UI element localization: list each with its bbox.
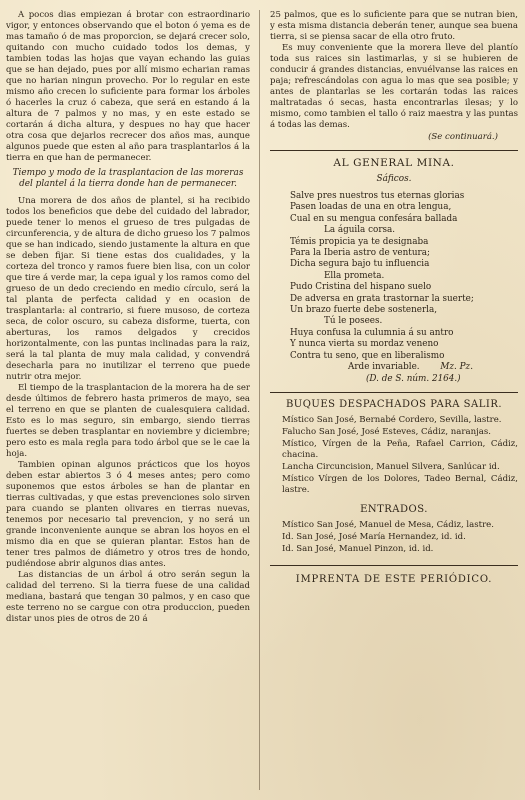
- buques-list: [270, 415, 518, 496]
- poem-line: Contra tu seno, que en liberalismo: [290, 350, 445, 361]
- imprint-footer: IMPRENTA DE ESTE PERIÓDICO.: [295, 573, 493, 585]
- list-item: Id. San José, Manuel Pinzon, id. id.: [282, 543, 434, 554]
- left-paragraph-3: El tiempo de la trasplantacion de la morera ha de ser desde últimos de febrero hasta primeros de mayo, sea el terreno en que se planten de cualesquiera calidad. Esto es lo mas seguro, sin embargo, siendo tierras fuertes se deben trasplantar en noviembre y diciembre; pero esto es mala regla para todo árbol que se le cae la hoja.: [6, 383, 250, 459]
- poem-subtitle: Sáficos.: [376, 174, 412, 184]
- list-item: Místico Vírgen de los Dolores, Tadeo Bernal, Cádiz, lastre.: [282, 473, 518, 495]
- poem-line: Tú le posees.: [324, 316, 383, 327]
- poem: [290, 191, 518, 385]
- entrados-list: [270, 520, 518, 555]
- right-paragraph-1: 25 palmos, que es lo suficiente para que se nutran bien, y esta misma distancia deberán tener, aunque sea buena tierra, si se piensa sacar de ella otro fruto.: [270, 10, 518, 42]
- list-item: Místico, Vírgen de la Peña, Rafael Carrion, Cádiz, chacina.: [282, 438, 518, 460]
- list-item: Místico San José, Bernabé Cordero, Sevilla, lastre.: [282, 414, 502, 425]
- entrados-title: ENTRADOS.: [360, 503, 428, 515]
- poem-reference: (D. de S. núm. 2164.): [366, 373, 461, 384]
- left-column: [6, 10, 250, 792]
- poem-line: De adversa en grata trastornar la suerte;: [290, 293, 474, 304]
- right-column: [270, 10, 518, 792]
- poem-line: Témis propicia ya te designaba: [290, 236, 429, 247]
- buques-title: BUQUES DESPACHADOS PARA SALIR.: [285, 398, 503, 410]
- section-divider: [270, 150, 518, 151]
- poem-line: Y nunca vierta su mordaz veneno: [290, 339, 439, 350]
- left-paragraph-5: Las distancias de un árbol á otro serán segun la calidad del terreno. Si la tierra fuese de una calidad mediana, bastará que tengan 30 palmos, y en caso que este terreno no se cargue con otra produccion, pueden distar unos pies de otros de 20 á: [6, 570, 250, 624]
- poem-line: Arde invariable.: [348, 362, 420, 373]
- poem-line: Huya confusa la culumnia á su antro: [290, 327, 454, 338]
- poem-line: Cual en su mengua confesára ballada: [290, 213, 458, 224]
- left-paragraph-2: Una morera de dos años de plantel, si ha recibido todos los beneficios que debe del cuidado del labrador, puede tener lo menos el grueso de tres pulgadas de circunferencia, y de altura de dicho grueso los 7 palmos que se han indicado, siendo justamente la altura en que se deben fijar. Si tiene estas dos cualidades, y la corteza del tronco y ramos fuere bien lisa, con un color que tire á verde mar, la cepa igual y los ramos como del grueso de un dedo creciendo en medio círculo, será la tal planta de perfecta calidad y en ocasion de trasplantarla: al contrario, si fuere musoso, de corteza seca, de color oscuro, su cabeza disforme, tuerta, con aberturas, los ramos delgados y crecidos horizontalmente, con las puntas inclinadas para la raiz, será la tal planta de muy mala calidad, y convendrá desecharla para no inutilizar el terreno que puede nutrir otra mejor.: [6, 196, 250, 382]
- column-divider: [259, 10, 260, 790]
- poem-line-with-signature: [290, 362, 518, 373]
- poem-signature: Mz. Pz.: [440, 362, 473, 373]
- list-item: Místico San José, Manuel de Mesa, Cádiz, lastre.: [282, 519, 494, 530]
- left-paragraph-1: Á pocos dias empiezan á brotar con estraordinario vigor, y entonces observando que el boton ó yema es de mas tamaño ó de mas proporcion, se dejará crecer solo, quitando con mucho cuidado todos los demas, y tambien todas las hojas que vayan echando las guias que se han dejado, pues por allí mismo echarian ramas que no harian ningun provecho. Por lo regular en este mismo año crecen lo suficiente para formar los árboles ó hacerles la cruz ó cabeza, que será en estando á la altura de 7 palmos y no mas, y en este estado se cortarán á dicha altura, y despues no hay que hacer otra cosa que dejarlos recrecer dos años mas, aunque algunos puede que esten al año para trasplantarlos á la tierra en que han de permanecer.: [6, 10, 250, 163]
- poem-line: La águila corsa.: [324, 225, 396, 236]
- section-divider: [270, 392, 518, 393]
- poem-line: Pudo Cristina del hispano suelo: [290, 282, 432, 293]
- continuara-note: (Se continuará.): [428, 132, 498, 142]
- left-paragraph-4: Tambien opinan algunos prácticos que los hoyos deben estar abiertos 3 ó 4 meses antes; pero como suponemos que estos árboles se han de plantar en tierras cultivadas, y que estas prevenciones solo sirven para cuando se planten olivares en tierras nuevas, tenemos por necesario tal prevencion, y no será un grande inconveniente aunque se abran los hoyos en el mismo dia en que se quieran plantar. Estos han de tener tres palmos de diámetro y otros tres de hondo, pudiéndose abrir algunos dias antes.: [6, 460, 250, 569]
- poem-line: Dicha segura bajo tu influencia: [290, 259, 430, 270]
- poem-line: Pasen loadas de una en otra lengua,: [290, 202, 452, 213]
- list-item: Falucho San José, José Esteves, Cádiz, naranjas.: [282, 426, 491, 437]
- poem-line: Un brazo fuerte debe sostenerla,: [290, 305, 438, 316]
- right-paragraph-2: Es muy conveniente que la morera lleve del plantío toda sus raices sin lastimarlas, y si se hubieren de conducir á grandes distancias, envuélvanse las raices en paja; refrescándolas con agua lo mas que sea posible; y antes de plantarlas se les cortarán todas las raices maltratadas ó secas, hasta encontrarlas ilesas; y lo mismo, como tambien el tallo ó raiz maestra y las puntas á todas las demas.: [270, 43, 518, 130]
- footer-divider: [270, 565, 518, 566]
- list-item: Id. San José, José María Hernandez, id. id.: [282, 531, 466, 542]
- list-item: Lancha Circuncision, Manuel Silvera, Sanlúcar id.: [282, 461, 500, 472]
- poem-line: Para la Iberia astro de ventura;: [290, 248, 430, 259]
- poem-title: AL GENERAL MINA.: [333, 157, 455, 169]
- poem-line: Salve pres nuestros tus eternas glorias: [290, 191, 465, 201]
- poem-line: Ella prometa.: [324, 270, 385, 281]
- section-heading-trasplantacion: Tiempo y modo de la trasplantacion de las moreras del plantel á la tierra donde han de permanecer.: [12, 168, 244, 189]
